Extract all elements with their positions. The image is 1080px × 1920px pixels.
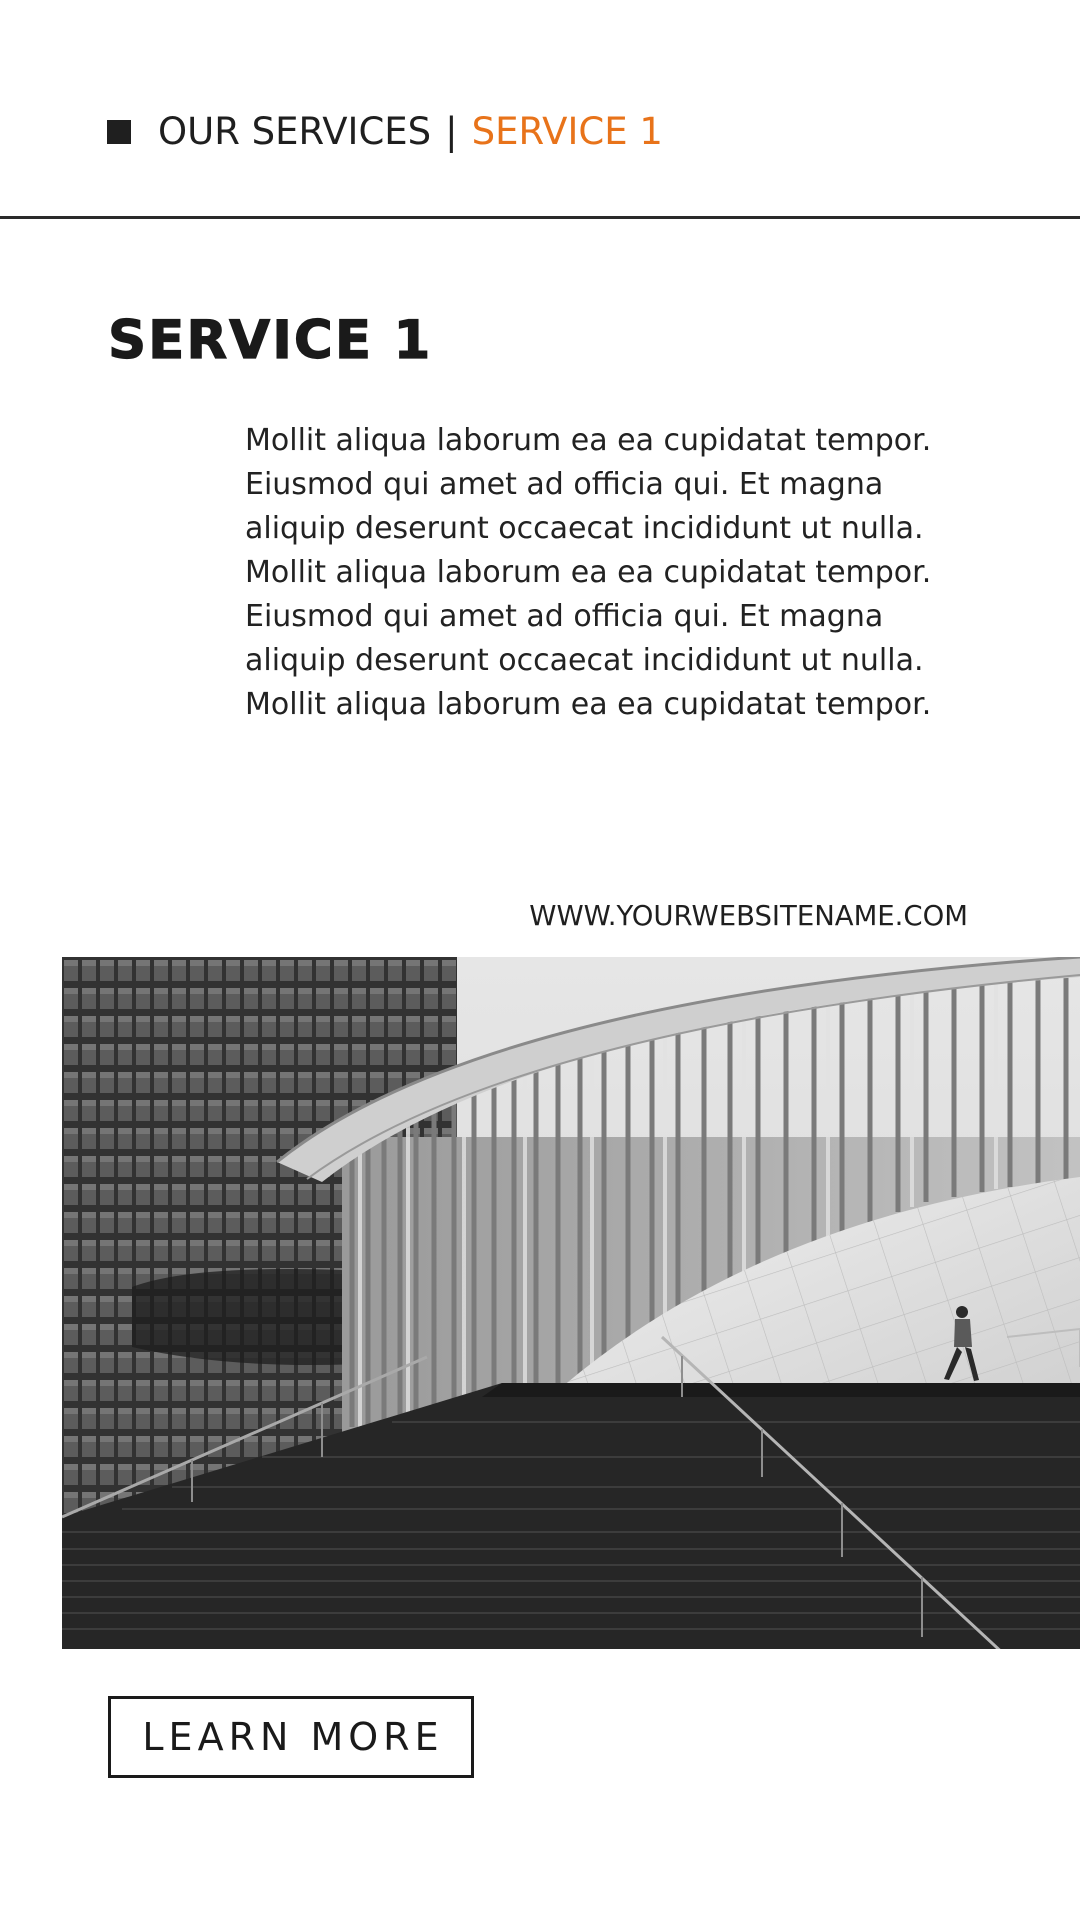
breadcrumb-separator: | (445, 110, 458, 153)
learn-more-button[interactable]: LEARN MORE (108, 1696, 474, 1778)
architecture-photo (62, 957, 1080, 1649)
breadcrumb-section[interactable]: OUR SERVICES (158, 110, 432, 153)
service-description: Mollit aliqua laborum ea ea cupidatat tempor. Eiusmod qui amet ad officia qui. Et magna aliquip deserunt occaecat incididunt ut nulla. Mollit aliqua laborum ea ea cupidatat tempor. Eiusmod qui amet ad officia qui. Et magna aliquip deserunt occaecat incididunt ut nulla. Mollit aliqua laborum ea ea cupidatat tempor. (245, 423, 932, 722)
square-bullet-icon (107, 120, 131, 144)
breadcrumb (107, 108, 663, 156)
header-divider (0, 216, 1080, 219)
website-url[interactable]: WWW.YOURWEBSITENAME.COM (529, 900, 968, 932)
page-title: SERVICE 1 (108, 310, 433, 371)
breadcrumb-current: SERVICE 1 (471, 110, 663, 153)
